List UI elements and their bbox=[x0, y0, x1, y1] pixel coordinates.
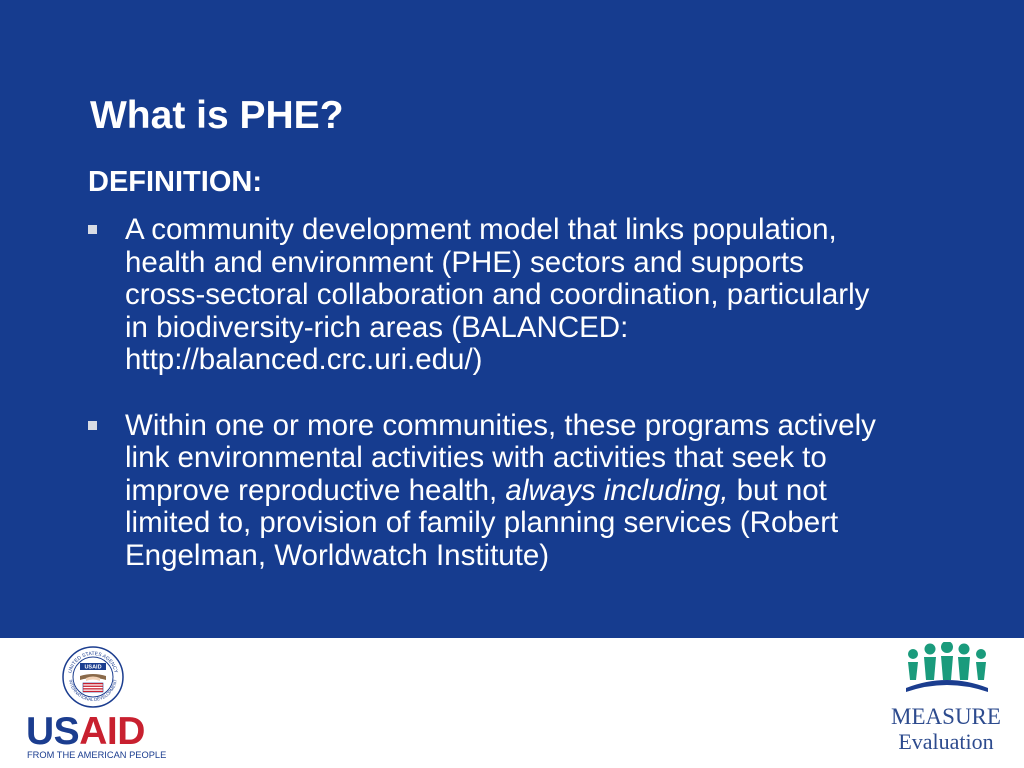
bullet-line bbox=[125, 475, 998, 508]
footer-bar bbox=[0, 638, 1024, 768]
bullet-item-programs bbox=[86, 410, 998, 573]
emphasis-text: always including, bbox=[505, 473, 729, 507]
usaid-logo bbox=[26, 646, 167, 760]
seal-top-text: UNITED STATES AGENCY bbox=[67, 650, 119, 674]
usaid-tagline: FROM THE AMERICAN PEOPLE bbox=[27, 750, 167, 760]
bullet-line: limited to, provision of family planning services (Robert bbox=[125, 506, 839, 539]
measure-wordmark: MEASURE bbox=[891, 704, 1001, 729]
usaid-wordmark-aid: AID bbox=[79, 710, 145, 753]
bullet-line: cross-sectoral collaboration and coordination, particularly bbox=[125, 278, 870, 311]
bullet-line: in biodiversity-rich areas (BALANCED: bbox=[125, 310, 629, 344]
bullet-text: improve reproductive health, bbox=[125, 473, 506, 507]
bullet-line: health and environment (PHE) sectors and supports bbox=[125, 245, 804, 279]
bullet-line: A community development model that links population, bbox=[125, 213, 837, 246]
usaid-wordmark-us: US bbox=[26, 710, 80, 753]
seal-bottom-text: INTERNATIONAL DEVELOPMENT bbox=[68, 679, 118, 703]
bullet-item-definition bbox=[86, 214, 998, 377]
measure-people-icon bbox=[904, 642, 990, 704]
bullet-line: link environmental activities with activities that seek to bbox=[125, 441, 827, 474]
usaid-seal-icon bbox=[62, 646, 124, 708]
square-bullet-icon bbox=[88, 421, 97, 430]
bullet-line-url: http://balanced.crc.uri.edu/) bbox=[125, 343, 483, 376]
measure-evaluation-logo bbox=[888, 642, 1004, 762]
usaid-wordmark bbox=[26, 712, 145, 752]
slide-title: What is PHE? bbox=[90, 94, 344, 137]
bullet-line: Engelman, Worldwatch Institute) bbox=[125, 538, 550, 572]
definition-heading: DEFINITION: bbox=[88, 166, 262, 198]
evaluation-wordmark: Evaluation bbox=[898, 729, 994, 754]
bullet-text: but not bbox=[728, 473, 827, 507]
square-bullet-icon bbox=[88, 225, 97, 234]
seal-center-text: USAID bbox=[84, 664, 102, 671]
bullet-list bbox=[86, 214, 998, 572]
bullet-line: Within one or more communities, these programs actively bbox=[125, 408, 876, 442]
